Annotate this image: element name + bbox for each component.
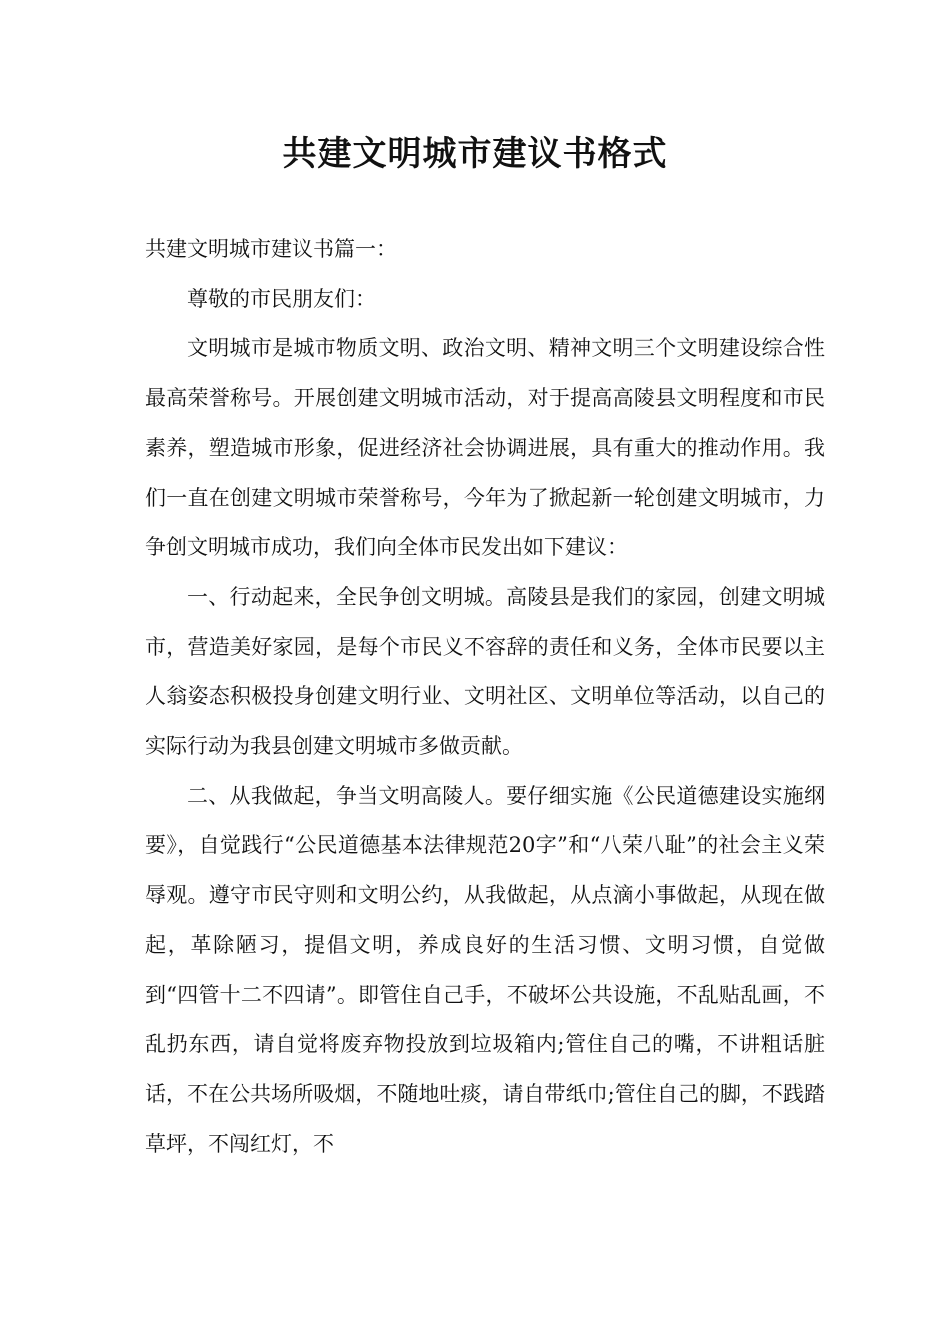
document-title: 共建文明城市建议书格式 (282, 134, 668, 174)
paragraph-intro: 文明城市是城市物质文明、政治文明、精神文明三个文明建设综合性最高荣誉称号。开展创建文明城市活动，对于提高高陵县文明程度和市民素养，塑造城市形象，促进经济社会协调进展，具有重大的推动作用。我们一直在创建文明城市荣誉称号，今年为了掀起新一轮创建文明城市，力争创文明城市成功，我们向全体市民发出如下建议： (145, 336, 825, 560)
paragraph-point-one: 一、行动起来，全民争创文明城。高陵县是我们的家园，创建文明城市，营造美好家园，是每个市民义不容辞的责任和义务，全体市民要以主人翁姿态积极投身创建文明行业、文明社区、文明单位等活动，以自己的实际行动为我县创建文明城市多做贡献。 (145, 584, 825, 759)
salutation: 尊敬的市民朋友们： (187, 286, 376, 311)
section-heading: 共建文明城市建议书篇一： (145, 237, 397, 261)
paragraph-point-two: 二、从我做起，争当文明高陵人。要仔细实施《公民道德建设实施纲要》，自觉践行“公民道德基本法律规范20字”和“八荣八耻”的社会主义荣辱观。遵守市民守则和文明公约，从我做起，从点滴小事做起，从现在做起，革除陋习，提倡文明，养成良好的生活习惯、文明习惯，自觉做到“四管十二不四请”。即管住自己手，不破坏公共设施，不乱贴乱画，不乱扔东西，请自觉将废弃物投放到垃圾箱内;管住自己的嘴，不讲粗话脏话，不在公共场所吸烟，不随地吐痰，请自带纸巾;管住自己的脚，不践踏草坪，不闯红灯，不 (145, 783, 825, 1156)
document-body (145, 225, 825, 1169)
